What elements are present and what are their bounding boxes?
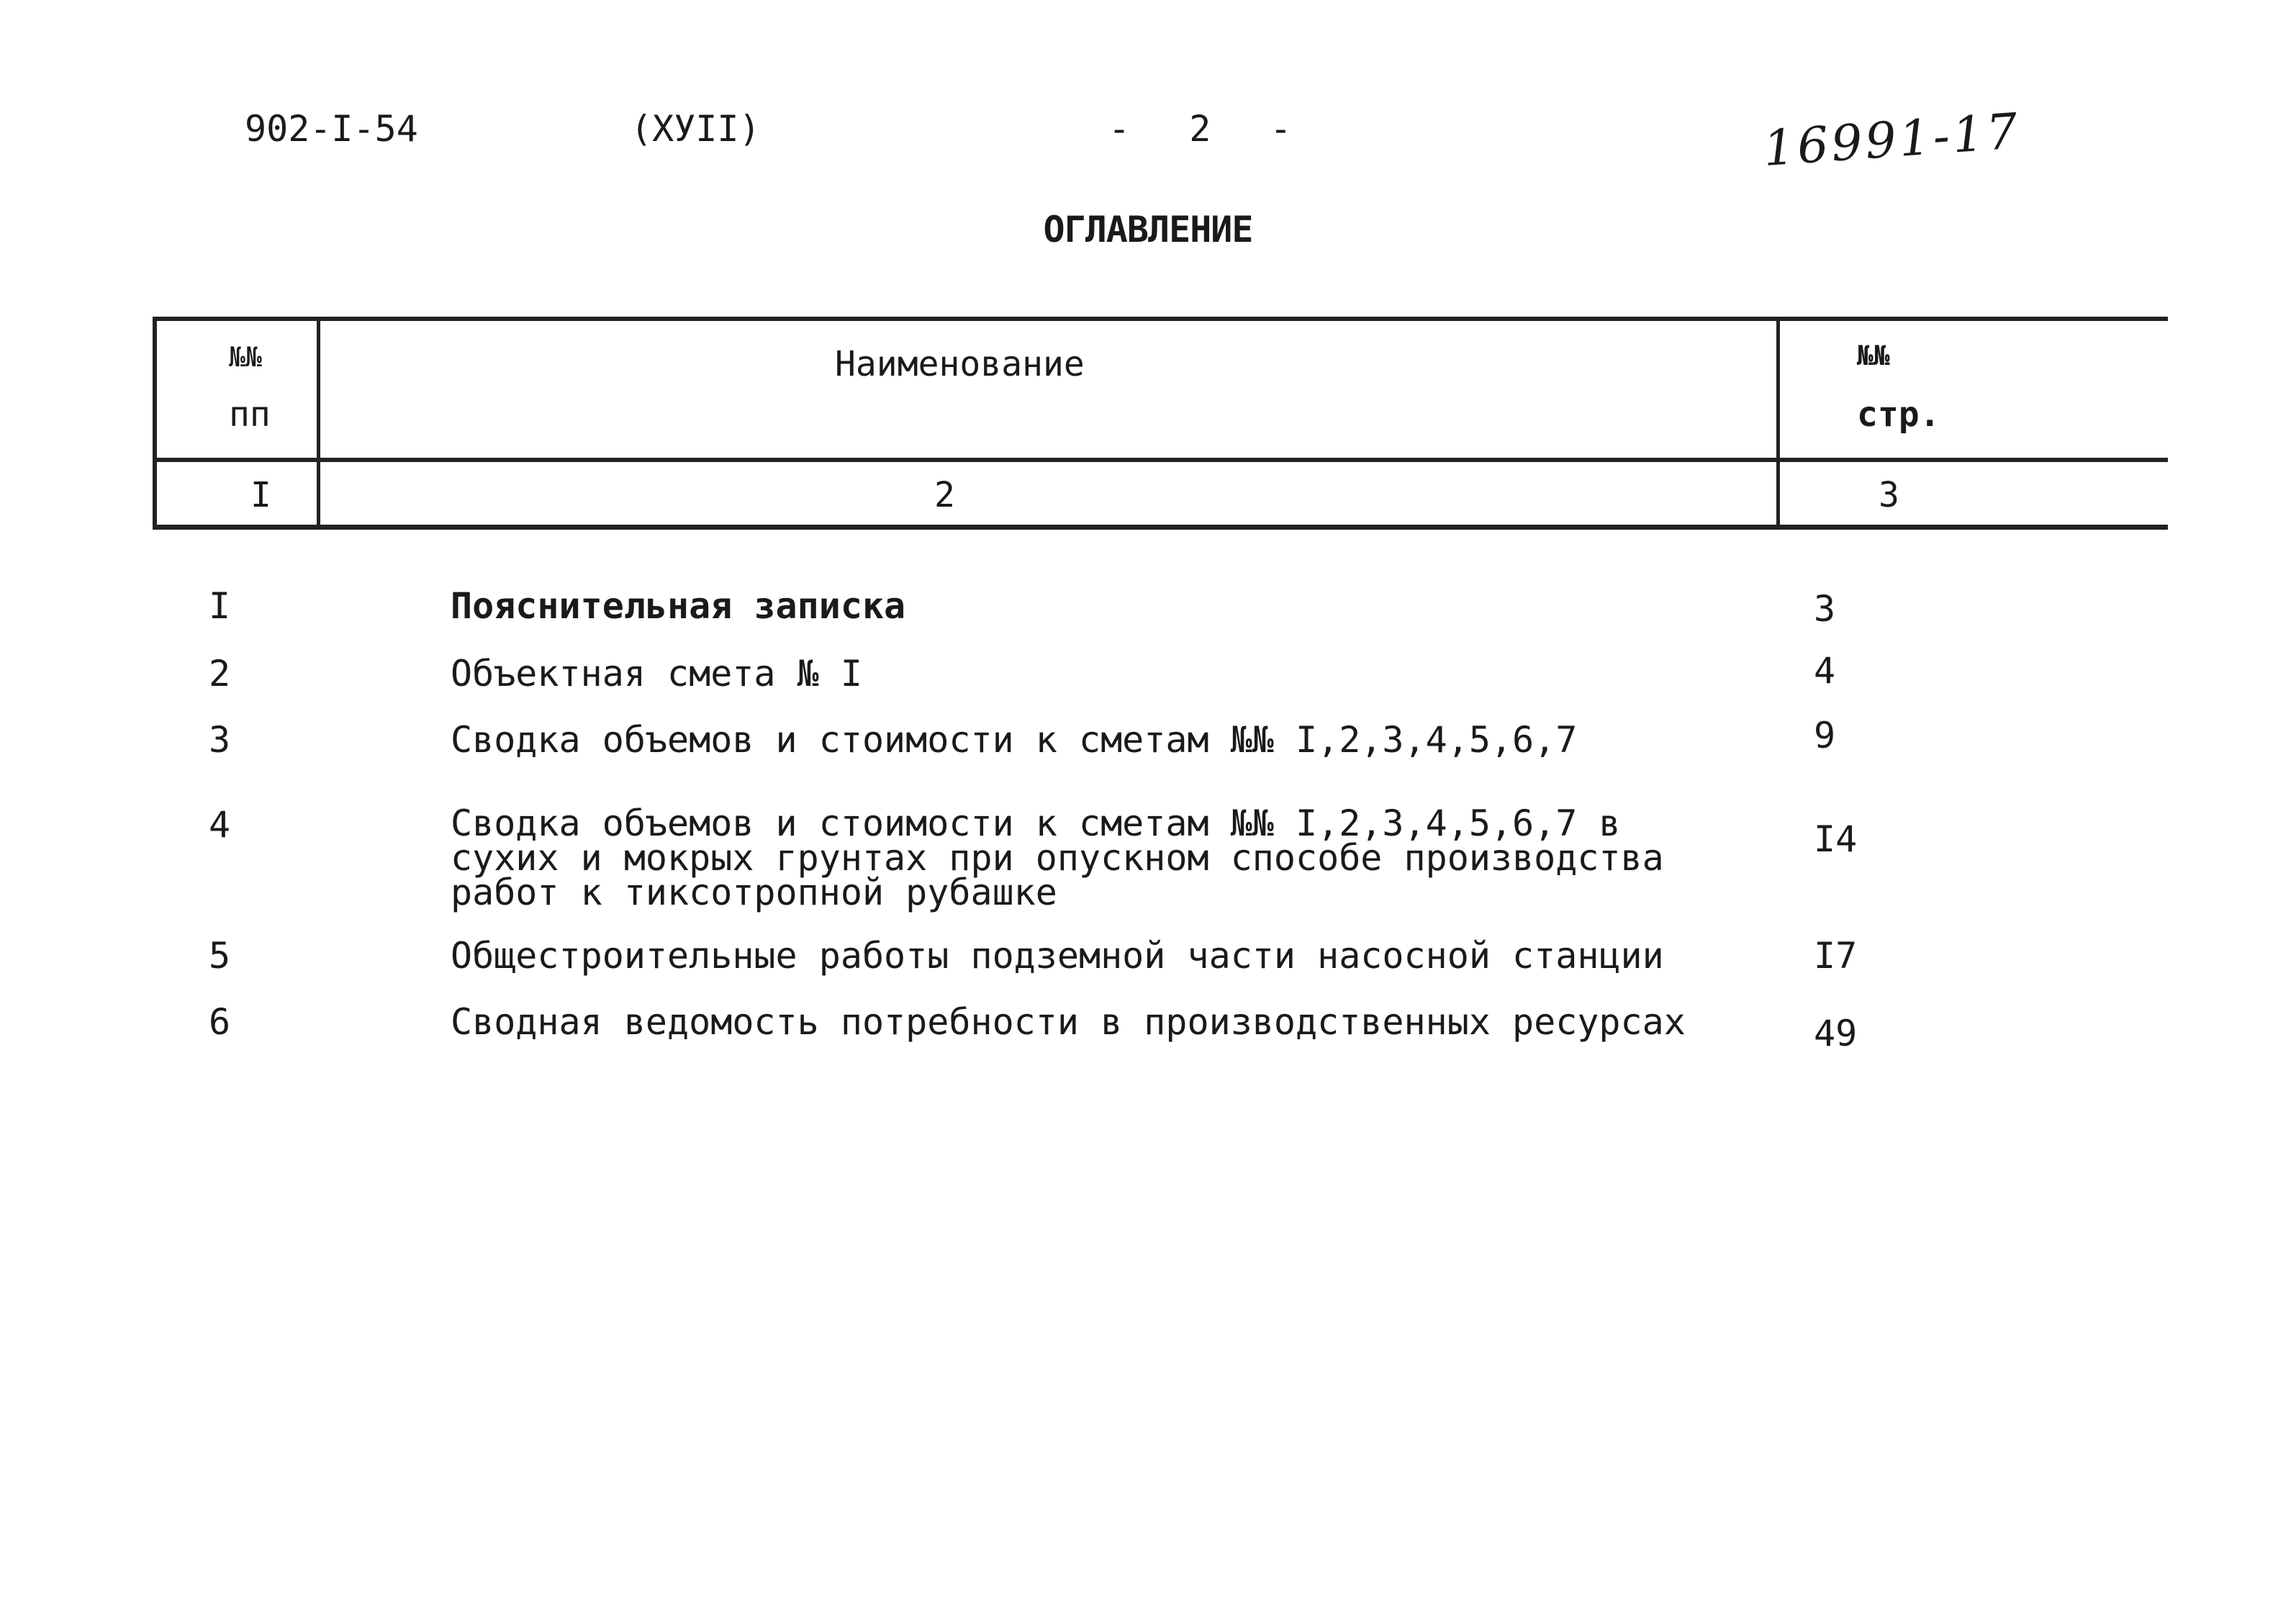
entry-number: 4 xyxy=(209,804,231,846)
entry-title: Объектная смета № I xyxy=(451,653,862,695)
entry-page: 4 xyxy=(1814,650,1836,692)
entry-page: I7 xyxy=(1814,935,1858,977)
table-column-divider xyxy=(317,321,320,525)
entry-title: Сводная ведомость потребности в производственных ресурсах xyxy=(451,1001,1686,1043)
entry-page: 3 xyxy=(1814,588,1836,630)
header-number-label-abbrev: пп xyxy=(229,394,271,435)
header-page-label-abbrev: стр. xyxy=(1857,394,1940,435)
column-number-1: I xyxy=(250,475,271,515)
entry-number: I xyxy=(209,585,231,627)
entry-number: 6 xyxy=(209,1001,231,1043)
page-title: ОГЛАВЛЕНИЕ xyxy=(1043,209,1253,250)
column-number-2: 2 xyxy=(934,475,955,515)
handwritten-number: 16991-17 xyxy=(1761,103,2022,178)
column-number-3: 3 xyxy=(1879,475,1899,515)
entry-number: 5 xyxy=(209,935,231,977)
document-code: 902-I-54 xyxy=(245,108,418,150)
entry-number: 2 xyxy=(209,653,231,695)
entry-title: Пояснительная записка xyxy=(451,585,906,627)
entry-title: Сводка объемов и стоимости к сметам №№ I,2,3,4,5,6,7 в сухих и мокрых грунтах при опускном способе производства работ к тиксотропной рубашке xyxy=(451,802,1664,913)
entry-page: 49 xyxy=(1814,1013,1858,1054)
entry-page: I4 xyxy=(1814,818,1858,860)
entry-title: Сводка объемов и стоимости к сметам №№ I,2,3,4,5,6,7 xyxy=(451,719,1578,761)
section-number: (XУII) xyxy=(631,108,761,150)
entry-number: 3 xyxy=(209,719,231,761)
header-number-label: №№ xyxy=(229,341,262,373)
page-number: - 2 - xyxy=(1108,108,1311,150)
table-column-divider xyxy=(1776,321,1780,525)
entry-title: Общестроительные работы подземной части насосной станции xyxy=(451,935,1664,977)
header-name-label: Наименование xyxy=(835,344,1085,384)
table-header-divider xyxy=(157,458,2168,462)
header-page-label: №№ xyxy=(1857,340,1890,371)
entry-page: 9 xyxy=(1814,715,1836,756)
